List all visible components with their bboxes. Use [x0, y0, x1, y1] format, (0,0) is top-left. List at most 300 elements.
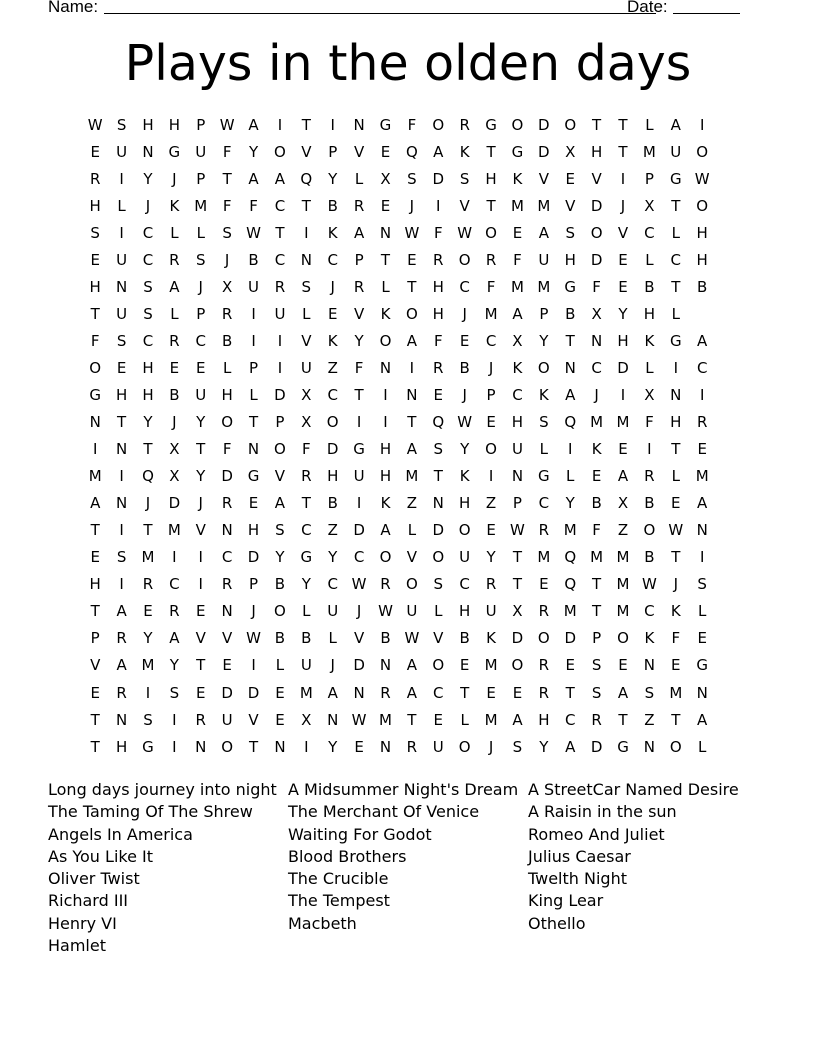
grid-letter[interactable]: H: [459, 602, 471, 621]
grid-letter[interactable]: R: [538, 602, 550, 621]
grid-letter[interactable]: L: [645, 358, 654, 377]
grid-letter[interactable]: U: [459, 548, 471, 567]
grid-letter[interactable]: C: [696, 358, 708, 377]
grid-letter[interactable]: V: [195, 629, 206, 648]
name-field[interactable]: [104, 13, 656, 14]
grid-letter[interactable]: J: [172, 413, 177, 432]
grid-letter[interactable]: E: [618, 250, 628, 269]
grid-letter[interactable]: H: [142, 115, 154, 134]
grid-letter[interactable]: L: [539, 440, 549, 459]
grid-letter[interactable]: S: [195, 250, 206, 269]
grid-letter[interactable]: R: [169, 602, 180, 621]
grid-letter[interactable]: O: [274, 440, 286, 459]
grid-letter[interactable]: H: [89, 196, 101, 215]
grid-letter[interactable]: F: [645, 413, 654, 432]
grid-letter[interactable]: C: [644, 223, 655, 242]
grid-letter[interactable]: A: [169, 277, 180, 296]
grid-letter[interactable]: A: [406, 683, 418, 702]
grid-letter[interactable]: S: [143, 710, 153, 729]
grid-letter[interactable]: O: [485, 223, 497, 242]
grid-letter[interactable]: M: [590, 548, 604, 567]
grid-letter[interactable]: P: [249, 575, 259, 594]
grid-letter[interactable]: D: [590, 737, 603, 756]
grid-letter[interactable]: F: [407, 115, 417, 134]
grid-letter[interactable]: M: [299, 683, 313, 702]
grid-letter[interactable]: M: [616, 602, 630, 621]
grid-letter[interactable]: R: [538, 656, 550, 675]
grid-letter[interactable]: O: [89, 358, 102, 377]
grid-letter[interactable]: C: [512, 385, 523, 404]
grid-letter[interactable]: T: [90, 710, 100, 729]
grid-letter[interactable]: J: [409, 196, 415, 215]
grid-letter[interactable]: J: [172, 169, 177, 188]
grid-letter[interactable]: F: [354, 358, 364, 377]
grid-letter[interactable]: I: [198, 548, 203, 567]
grid-letter[interactable]: F: [486, 277, 496, 296]
grid-letter[interactable]: R: [353, 277, 365, 296]
grid-letter[interactable]: O: [379, 331, 392, 350]
grid-letter[interactable]: A: [327, 683, 338, 702]
grid-letter[interactable]: L: [460, 710, 469, 729]
grid-letter[interactable]: C: [169, 575, 180, 594]
grid-letter[interactable]: F: [249, 196, 258, 215]
grid-letter[interactable]: I: [172, 737, 177, 756]
grid-letter[interactable]: R: [116, 629, 127, 648]
grid-letter[interactable]: H: [327, 467, 339, 486]
grid-letter[interactable]: F: [433, 331, 443, 350]
grid-letter[interactable]: F: [90, 331, 100, 350]
grid-letter[interactable]: A: [406, 440, 418, 459]
grid-letter[interactable]: I: [647, 440, 652, 459]
grid-letter[interactable]: O: [274, 142, 286, 161]
grid-letter[interactable]: O: [511, 656, 524, 675]
grid-letter[interactable]: T: [407, 413, 417, 432]
grid-letter[interactable]: I: [383, 413, 388, 432]
grid-letter[interactable]: H: [89, 277, 101, 296]
grid-letter[interactable]: C: [274, 250, 286, 269]
grid-letter[interactable]: B: [222, 331, 233, 350]
grid-letter[interactable]: T: [301, 115, 311, 134]
grid-letter[interactable]: H: [432, 304, 444, 323]
grid-letter[interactable]: W: [378, 602, 393, 621]
grid-letter[interactable]: J: [462, 304, 467, 323]
grid-letter[interactable]: E: [222, 656, 232, 675]
grid-letter[interactable]: K: [644, 629, 655, 648]
grid-letter[interactable]: V: [406, 548, 418, 567]
grid-letter[interactable]: P: [644, 169, 654, 188]
grid-letter[interactable]: O: [405, 575, 418, 594]
grid-letter[interactable]: O: [326, 413, 339, 432]
grid-letter[interactable]: D: [432, 521, 445, 540]
grid-letter[interactable]: N: [670, 385, 682, 404]
grid-letter[interactable]: R: [221, 494, 233, 513]
grid-letter[interactable]: E: [196, 358, 206, 377]
grid-letter[interactable]: A: [169, 629, 180, 648]
grid-letter[interactable]: C: [591, 358, 602, 377]
grid-letter[interactable]: S: [301, 277, 312, 296]
grid-letter[interactable]: L: [407, 521, 417, 540]
grid-letter[interactable]: J: [356, 602, 362, 621]
grid-letter[interactable]: E: [486, 521, 496, 540]
grid-letter[interactable]: L: [434, 602, 443, 621]
grid-letter[interactable]: T: [380, 250, 391, 269]
grid-letter[interactable]: I: [699, 548, 705, 567]
grid-letter[interactable]: Q: [405, 142, 418, 161]
grid-letter[interactable]: S: [116, 548, 127, 567]
grid-letter[interactable]: U: [300, 358, 312, 377]
grid-letter[interactable]: M: [537, 277, 551, 296]
grid-letter[interactable]: I: [620, 385, 626, 404]
grid-letter[interactable]: U: [274, 304, 286, 323]
grid-letter[interactable]: P: [249, 358, 259, 377]
grid-letter[interactable]: J: [145, 494, 151, 513]
grid-letter[interactable]: U: [538, 250, 550, 269]
grid-letter[interactable]: C: [670, 250, 682, 269]
grid-letter[interactable]: T: [565, 331, 575, 350]
grid-letter[interactable]: T: [248, 737, 259, 756]
grid-letter[interactable]: T: [407, 710, 417, 729]
grid-letter[interactable]: E: [196, 683, 206, 702]
grid-letter[interactable]: I: [488, 467, 494, 486]
grid-letter[interactable]: L: [302, 304, 311, 323]
grid-letter[interactable]: I: [119, 467, 124, 486]
grid-letter[interactable]: R: [644, 467, 655, 486]
grid-letter[interactable]: H: [168, 115, 180, 134]
grid-letter[interactable]: O: [564, 115, 577, 134]
grid-letter[interactable]: T: [196, 656, 206, 675]
grid-letter[interactable]: A: [538, 223, 549, 242]
grid-letter[interactable]: O: [696, 142, 709, 161]
grid-letter[interactable]: O: [432, 548, 445, 567]
grid-letter[interactable]: S: [433, 440, 444, 459]
grid-letter[interactable]: J: [488, 737, 494, 756]
grid-letter[interactable]: X: [169, 467, 180, 486]
grid-letter[interactable]: N: [247, 440, 260, 459]
grid-letter[interactable]: X: [512, 602, 523, 621]
grid-letter[interactable]: H: [670, 413, 682, 432]
grid-letter[interactable]: T: [618, 710, 628, 729]
grid-letter[interactable]: B: [248, 250, 259, 269]
grid-letter[interactable]: J: [198, 494, 203, 513]
grid-letter[interactable]: S: [169, 683, 180, 702]
grid-letter[interactable]: I: [356, 494, 362, 513]
grid-letter[interactable]: R: [169, 331, 180, 350]
grid-letter[interactable]: B: [459, 358, 470, 377]
grid-letter[interactable]: Y: [143, 169, 153, 188]
grid-letter[interactable]: E: [539, 575, 549, 594]
grid-letter[interactable]: C: [327, 250, 338, 269]
grid-letter[interactable]: C: [564, 710, 576, 729]
grid-letter[interactable]: D: [353, 521, 365, 540]
grid-letter[interactable]: L: [671, 467, 680, 486]
grid-letter[interactable]: I: [304, 223, 309, 242]
grid-letter[interactable]: S: [407, 169, 417, 188]
grid-letter[interactable]: I: [198, 575, 203, 594]
grid-letter[interactable]: N: [379, 223, 392, 242]
grid-letter[interactable]: I: [330, 115, 335, 134]
grid-letter[interactable]: P: [486, 385, 496, 404]
grid-letter[interactable]: L: [566, 467, 575, 486]
grid-letter[interactable]: I: [383, 385, 388, 404]
grid-letter[interactable]: N: [353, 115, 365, 134]
grid-letter[interactable]: I: [699, 115, 705, 134]
grid-letter[interactable]: I: [356, 413, 362, 432]
grid-letter[interactable]: Q: [142, 467, 154, 486]
grid-letter[interactable]: D: [326, 440, 339, 459]
grid-letter[interactable]: W: [246, 223, 261, 242]
grid-letter[interactable]: S: [222, 223, 232, 242]
grid-letter[interactable]: E: [354, 737, 364, 756]
grid-letter[interactable]: P: [592, 629, 602, 648]
grid-letter[interactable]: G: [669, 169, 682, 188]
grid-letter[interactable]: I: [251, 656, 256, 675]
grid-letter[interactable]: X: [301, 710, 312, 729]
grid-letter[interactable]: N: [221, 602, 233, 621]
grid-letter[interactable]: C: [195, 331, 206, 350]
grid-letter[interactable]: R: [89, 169, 101, 188]
grid-letter[interactable]: X: [380, 169, 391, 188]
grid-letter[interactable]: J: [488, 358, 494, 377]
grid-letter[interactable]: T: [460, 683, 470, 702]
grid-letter[interactable]: T: [301, 196, 311, 215]
grid-letter[interactable]: L: [381, 277, 390, 296]
grid-letter[interactable]: O: [432, 656, 445, 675]
word-search-grid[interactable]: [82, 111, 742, 760]
grid-letter[interactable]: A: [512, 304, 523, 323]
grid-letter[interactable]: K: [459, 467, 470, 486]
grid-letter[interactable]: I: [119, 575, 124, 594]
grid-letter[interactable]: J: [224, 250, 230, 269]
grid-letter[interactable]: E: [380, 142, 391, 161]
grid-letter[interactable]: O: [511, 115, 524, 134]
grid-letter[interactable]: W: [457, 413, 473, 432]
grid-letter[interactable]: O: [379, 548, 392, 567]
grid-letter[interactable]: R: [142, 575, 154, 594]
grid-letter[interactable]: L: [170, 304, 179, 323]
grid-letter[interactable]: B: [169, 385, 180, 404]
grid-letter[interactable]: E: [459, 656, 470, 675]
grid-letter[interactable]: M: [616, 548, 630, 567]
grid-letter[interactable]: O: [485, 440, 497, 459]
grid-letter[interactable]: N: [327, 710, 339, 729]
grid-letter[interactable]: K: [591, 440, 602, 459]
grid-letter[interactable]: U: [116, 304, 128, 323]
grid-letter[interactable]: T: [512, 548, 523, 567]
grid-letter[interactable]: R: [116, 683, 127, 702]
grid-letter[interactable]: M: [88, 467, 102, 486]
grid-letter[interactable]: Y: [196, 467, 206, 486]
grid-letter[interactable]: L: [170, 223, 179, 242]
grid-letter[interactable]: D: [247, 683, 260, 702]
grid-letter[interactable]: C: [142, 250, 154, 269]
grid-letter[interactable]: I: [92, 440, 98, 459]
grid-letter[interactable]: U: [485, 602, 497, 621]
grid-letter[interactable]: T: [90, 521, 100, 540]
grid-letter[interactable]: L: [302, 602, 311, 621]
grid-letter[interactable]: F: [513, 250, 522, 269]
grid-letter[interactable]: C: [327, 385, 338, 404]
grid-letter[interactable]: T: [671, 440, 681, 459]
grid-letter[interactable]: X: [617, 494, 629, 513]
grid-letter[interactable]: H: [617, 331, 629, 350]
grid-letter[interactable]: U: [300, 656, 312, 675]
grid-letter[interactable]: M: [167, 521, 181, 540]
grid-letter[interactable]: E: [196, 602, 206, 621]
grid-letter[interactable]: S: [90, 223, 100, 242]
grid-letter[interactable]: Y: [565, 494, 575, 513]
grid-letter[interactable]: F: [671, 629, 681, 648]
grid-letter[interactable]: I: [673, 358, 678, 377]
grid-letter[interactable]: C: [142, 223, 154, 242]
grid-letter[interactable]: V: [222, 629, 233, 648]
grid-letter[interactable]: H: [379, 440, 392, 459]
grid-letter[interactable]: L: [117, 196, 126, 215]
grid-letter[interactable]: R: [459, 115, 470, 134]
grid-letter[interactable]: M: [510, 277, 524, 296]
grid-letter[interactable]: D: [221, 683, 233, 702]
grid-letter[interactable]: L: [671, 223, 680, 242]
grid-letter[interactable]: A: [670, 115, 681, 134]
grid-letter[interactable]: Y: [539, 331, 549, 350]
grid-letter[interactable]: L: [196, 223, 205, 242]
grid-letter[interactable]: T: [618, 142, 628, 161]
grid-letter[interactable]: B: [644, 494, 655, 513]
grid-letter[interactable]: W: [510, 521, 525, 540]
grid-letter[interactable]: C: [485, 331, 497, 350]
grid-letter[interactable]: R: [538, 521, 550, 540]
grid-letter[interactable]: E: [618, 440, 628, 459]
grid-letter[interactable]: S: [591, 683, 602, 702]
grid-letter[interactable]: R: [195, 710, 206, 729]
grid-letter[interactable]: J: [673, 575, 678, 594]
grid-letter[interactable]: A: [90, 494, 101, 513]
grid-letter[interactable]: T: [671, 277, 681, 296]
grid-letter[interactable]: S: [116, 331, 127, 350]
grid-letter[interactable]: M: [141, 548, 155, 567]
grid-letter[interactable]: M: [537, 196, 551, 215]
grid-letter[interactable]: N: [379, 656, 392, 675]
grid-letter[interactable]: D: [274, 385, 286, 404]
grid-letter[interactable]: M: [484, 304, 498, 323]
grid-letter[interactable]: G: [142, 737, 154, 756]
grid-letter[interactable]: E: [248, 494, 259, 513]
grid-letter[interactable]: B: [565, 304, 576, 323]
grid-letter[interactable]: X: [644, 196, 655, 215]
grid-letter[interactable]: S: [275, 521, 285, 540]
grid-letter[interactable]: F: [222, 196, 232, 215]
grid-letter[interactable]: N: [89, 413, 101, 432]
grid-letter[interactable]: K: [169, 196, 180, 215]
grid-letter[interactable]: Y: [143, 413, 153, 432]
grid-letter[interactable]: O: [458, 521, 471, 540]
grid-letter[interactable]: O: [617, 629, 629, 648]
grid-letter[interactable]: P: [275, 413, 285, 432]
grid-letter[interactable]: O: [458, 737, 471, 756]
grid-letter[interactable]: Y: [196, 413, 206, 432]
grid-letter[interactable]: G: [247, 467, 260, 486]
grid-letter[interactable]: V: [301, 331, 312, 350]
grid-letter[interactable]: V: [459, 196, 470, 215]
grid-letter[interactable]: B: [327, 494, 338, 513]
grid-letter[interactable]: T: [671, 710, 681, 729]
grid-letter[interactable]: J: [251, 602, 256, 621]
grid-letter[interactable]: A: [617, 467, 629, 486]
grid-letter[interactable]: U: [248, 277, 260, 296]
grid-letter[interactable]: B: [274, 575, 286, 594]
grid-letter[interactable]: X: [512, 331, 523, 350]
grid-letter[interactable]: C: [274, 196, 286, 215]
grid-letter[interactable]: D: [247, 548, 260, 567]
grid-letter[interactable]: D: [511, 629, 524, 648]
grid-letter[interactable]: O: [537, 358, 550, 377]
grid-letter[interactable]: V: [248, 710, 259, 729]
grid-letter[interactable]: A: [697, 710, 708, 729]
grid-letter[interactable]: A: [248, 169, 259, 188]
grid-letter[interactable]: X: [301, 413, 312, 432]
grid-letter[interactable]: Y: [169, 656, 179, 675]
grid-letter[interactable]: X: [169, 440, 180, 459]
grid-letter[interactable]: Q: [300, 169, 313, 188]
grid-letter[interactable]: T: [592, 115, 602, 134]
grid-letter[interactable]: A: [565, 385, 576, 404]
grid-letter[interactable]: H: [538, 710, 550, 729]
grid-letter[interactable]: R: [485, 250, 497, 269]
grid-letter[interactable]: I: [119, 223, 124, 242]
grid-letter[interactable]: E: [565, 656, 575, 675]
grid-letter[interactable]: U: [406, 602, 418, 621]
grid-letter[interactable]: T: [486, 196, 496, 215]
grid-letter[interactable]: Y: [539, 737, 549, 756]
grid-letter[interactable]: E: [169, 358, 180, 377]
grid-letter[interactable]: I: [145, 683, 151, 702]
grid-letter[interactable]: N: [274, 737, 286, 756]
grid-letter[interactable]: A: [248, 115, 259, 134]
grid-letter[interactable]: V: [274, 467, 286, 486]
grid-letter[interactable]: I: [699, 385, 705, 404]
grid-letter[interactable]: A: [116, 656, 127, 675]
grid-letter[interactable]: W: [351, 710, 367, 729]
grid-letter[interactable]: L: [222, 358, 232, 377]
grid-letter[interactable]: M: [484, 656, 498, 675]
grid-letter[interactable]: B: [380, 629, 391, 648]
grid-letter[interactable]: B: [644, 548, 655, 567]
grid-letter[interactable]: S: [512, 737, 523, 756]
grid-letter[interactable]: A: [617, 683, 629, 702]
grid-letter[interactable]: T: [512, 575, 523, 594]
grid-letter[interactable]: W: [87, 115, 103, 134]
grid-letter[interactable]: G: [485, 115, 497, 134]
grid-letter[interactable]: H: [696, 250, 708, 269]
grid-letter[interactable]: C: [459, 277, 470, 296]
grid-letter[interactable]: R: [485, 575, 497, 594]
grid-letter[interactable]: R: [433, 250, 444, 269]
grid-letter[interactable]: G: [669, 331, 682, 350]
grid-letter[interactable]: S: [459, 169, 470, 188]
grid-letter[interactable]: Y: [275, 548, 285, 567]
grid-letter[interactable]: G: [300, 548, 313, 567]
grid-letter[interactable]: D: [432, 169, 445, 188]
grid-letter[interactable]: K: [644, 331, 655, 350]
grid-letter[interactable]: P: [196, 115, 206, 134]
grid-letter[interactable]: Y: [248, 142, 259, 161]
grid-letter[interactable]: C: [221, 548, 233, 567]
grid-letter[interactable]: T: [143, 521, 153, 540]
grid-letter[interactable]: E: [697, 440, 707, 459]
grid-letter[interactable]: M: [642, 142, 656, 161]
grid-letter[interactable]: Y: [354, 331, 364, 350]
grid-letter[interactable]: A: [274, 494, 286, 513]
grid-letter[interactable]: R: [353, 196, 365, 215]
